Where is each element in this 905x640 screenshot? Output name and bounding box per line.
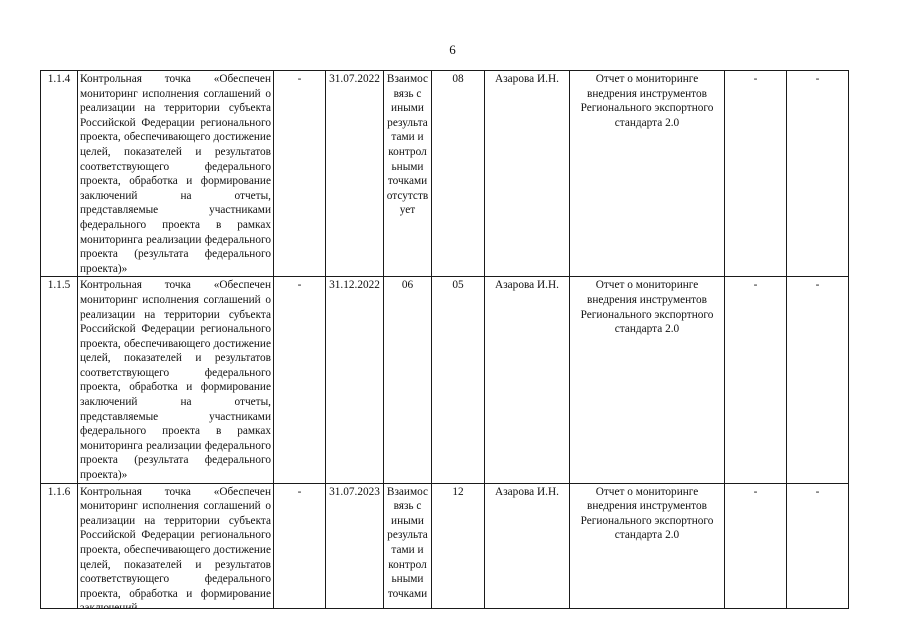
table-bottom-border — [40, 608, 849, 609]
end-date: 31.12.2022 — [326, 277, 384, 483]
control-points-table — [40, 70, 849, 624]
extra-cell: - — [787, 483, 849, 623]
result-document: Отчет о мониторинге внедрения инструментов Регионального экспортного стандарта 2.0 — [570, 483, 725, 623]
code-cell: 05 — [432, 277, 485, 483]
responsible-person: Азарова И.Н. — [485, 277, 570, 483]
control-point-description: Контрольная точка «Обеспечен мониторинг исполнения соглашений о реализации на территории субъекта Российской Федерации регионального проекта, обеспечивающего достижение целей, показателей и результатов соответствующего федерального проекта, обработка и формирование заключений на отчеты, представляемые участниками федерального проекта в рамках мониторинга реализации федерального проекта (результата федерального проекта)» — [78, 71, 274, 277]
row-number: 1.1.5 — [41, 277, 78, 483]
start-date: - — [274, 277, 326, 483]
result-document: Отчет о мониторинге внедрения инструментов Регионального экспортного стандарта 2.0 — [570, 71, 725, 277]
start-date: - — [274, 483, 326, 623]
extra-cell: - — [725, 71, 787, 277]
responsible-person: Азарова И.Н. — [485, 483, 570, 623]
responsible-person: Азарова И.Н. — [485, 71, 570, 277]
code-cell: 12 — [432, 483, 485, 623]
page-number: 6 — [449, 42, 456, 57]
extra-cell: - — [725, 483, 787, 623]
extra-cell: - — [725, 277, 787, 483]
row-number: 1.1.4 — [41, 71, 78, 277]
end-date: 31.07.2022 — [326, 71, 384, 277]
linked-results: Взаимосвязь с иными результатами и контрольными точками — [384, 483, 432, 623]
start-date: - — [274, 71, 326, 277]
end-date: 31.07.2023 — [326, 483, 384, 623]
table-row — [41, 71, 849, 277]
linked-results: Взаимосвязь с иными результатами и контрольными точками отсутствует — [384, 71, 432, 277]
result-document: Отчет о мониторинге внедрения инструментов Регионального экспортного стандарта 2.0 — [570, 277, 725, 483]
table-row — [41, 483, 849, 623]
control-point-description: Контрольная точка «Обеспечен мониторинг исполнения соглашений о реализации на территории субъекта Российской Федерации регионального проекта, обеспечивающего достижение целей, показателей и результатов соответствующего федерального проекта, обработка и формирование заключений на отчеты, представляемые участниками федерального проекта в рамках мониторинга реализации федерального проекта (результата федерального проекта)» — [78, 277, 274, 483]
extra-cell: - — [787, 71, 849, 277]
table-row — [41, 277, 849, 483]
linked-results: 06 — [384, 277, 432, 483]
row-number: 1.1.6 — [41, 483, 78, 623]
page-bottom-mask — [0, 609, 905, 640]
extra-cell: - — [787, 277, 849, 483]
control-point-description: Контрольная точка «Обеспечен мониторинг исполнения соглашений о реализации на территории субъекта Российской Федерации регионального проекта, обеспечивающего достижение целей, показателей и результатов соответствующего федерального проекта, обработка и формирование — [78, 483, 274, 623]
code-cell: 08 — [432, 71, 485, 277]
